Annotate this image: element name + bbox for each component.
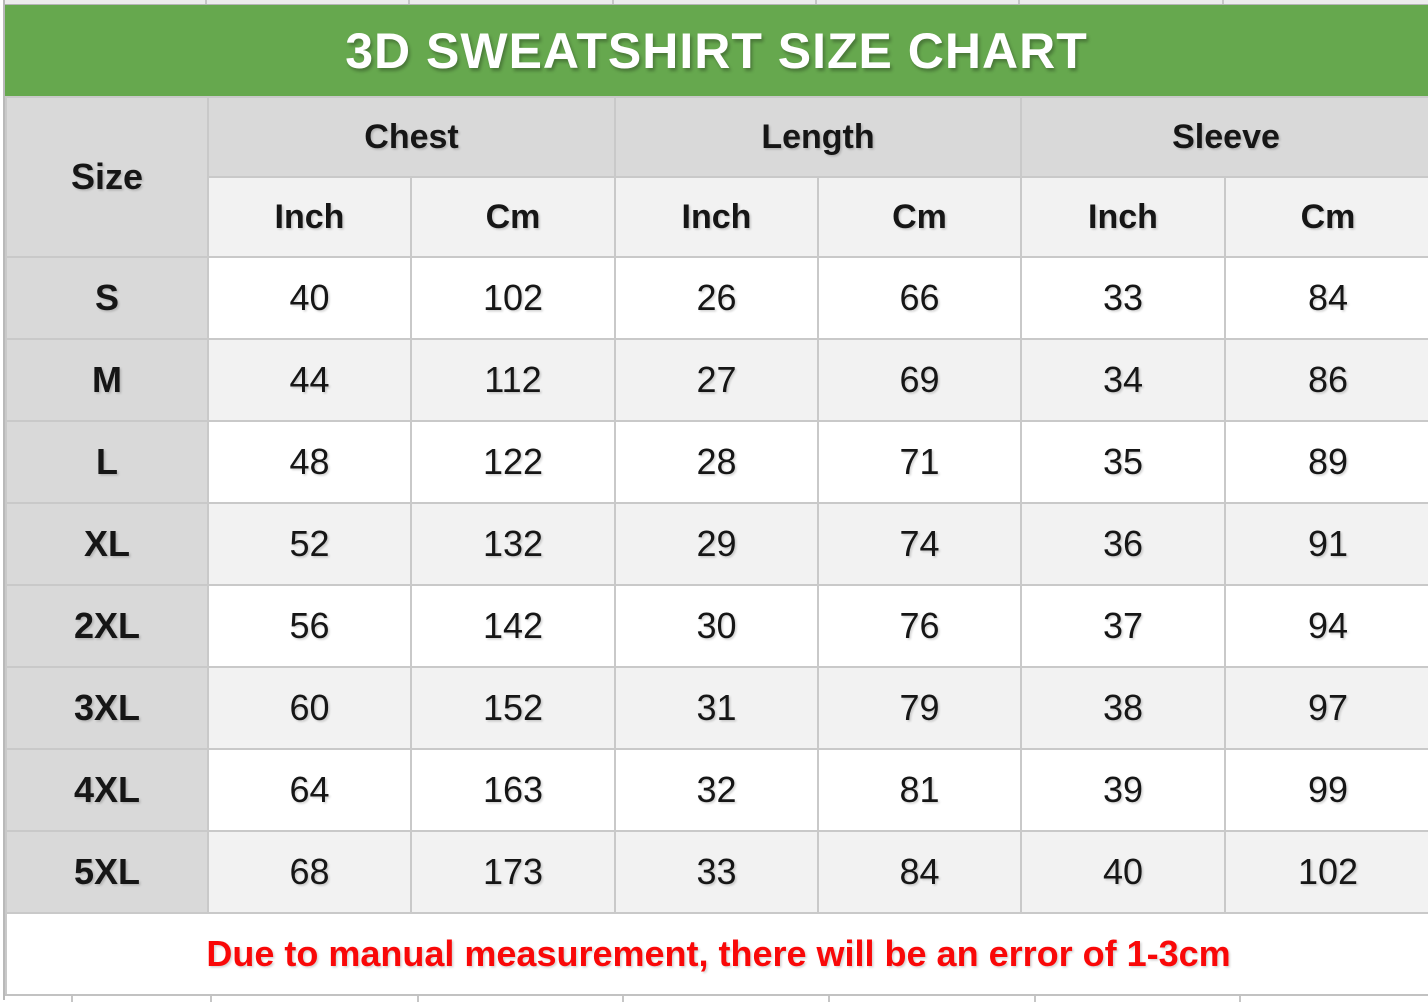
size-label: M — [6, 339, 208, 421]
data-cell: 38 — [1021, 667, 1225, 749]
bottom-cell-border — [828, 996, 830, 1002]
top-cell-sliver — [207, 0, 410, 4]
data-cell: 89 — [1225, 421, 1428, 503]
data-cell: 99 — [1225, 749, 1428, 831]
data-cell: 84 — [1225, 257, 1428, 339]
data-cell: 60 — [208, 667, 411, 749]
data-cell: 102 — [1225, 831, 1428, 913]
table-row-s — [6, 257, 1428, 339]
size-label: XL — [6, 503, 208, 585]
size-label: 2XL — [6, 585, 208, 667]
top-cell-sliver — [1020, 0, 1224, 4]
group-header-row — [6, 97, 1428, 177]
data-cell: 132 — [411, 503, 615, 585]
data-cell: 102 — [411, 257, 615, 339]
footnote-cell — [6, 913, 1428, 995]
top-cell-sliver — [817, 0, 1020, 4]
data-cell: 66 — [818, 257, 1021, 339]
data-cell: 86 — [1225, 339, 1428, 421]
data-cell: 142 — [411, 585, 615, 667]
data-cell: 40 — [1021, 831, 1225, 913]
table-row-m — [6, 339, 1428, 421]
length-cm-header: Cm — [818, 177, 1021, 257]
data-cell: 36 — [1021, 503, 1225, 585]
data-cell: 40 — [208, 257, 411, 339]
bottom-cell-border — [71, 996, 73, 1002]
data-cell: 74 — [818, 503, 1021, 585]
data-cell: 29 — [615, 503, 818, 585]
data-cell: 173 — [411, 831, 615, 913]
title-bar — [5, 5, 1428, 96]
table-row-4xl — [6, 749, 1428, 831]
data-cell: 26 — [615, 257, 818, 339]
data-cell: 39 — [1021, 749, 1225, 831]
table-row-2xl — [6, 585, 1428, 667]
size-label: L — [6, 421, 208, 503]
data-cell: 91 — [1225, 503, 1428, 585]
spreadsheet-sheet — [3, 0, 1428, 1000]
data-cell: 112 — [411, 339, 615, 421]
top-cell-sliver — [1224, 0, 1428, 4]
size-column-header: Size — [6, 97, 208, 257]
top-cell-sliver — [614, 0, 817, 4]
size-label: 3XL — [6, 667, 208, 749]
data-cell: 30 — [615, 585, 818, 667]
data-cell: 122 — [411, 421, 615, 503]
length-group-header: Length — [615, 97, 1021, 177]
sleeve-group-header: Sleeve — [1021, 97, 1428, 177]
top-cell-sliver — [5, 0, 207, 4]
data-cell: 84 — [818, 831, 1021, 913]
data-cell: 52 — [208, 503, 411, 585]
data-cell: 32 — [615, 749, 818, 831]
data-cell: 69 — [818, 339, 1021, 421]
chest-cm-header: Cm — [411, 177, 615, 257]
data-cell: 48 — [208, 421, 411, 503]
data-cell: 31 — [615, 667, 818, 749]
data-cell: 44 — [208, 339, 411, 421]
sleeve-cm-header: Cm — [1225, 177, 1428, 257]
chest-inch-header: Inch — [208, 177, 411, 257]
table-row-xl — [6, 503, 1428, 585]
data-cell: 81 — [818, 749, 1021, 831]
data-cell: 163 — [411, 749, 615, 831]
table-row-5xl — [6, 831, 1428, 913]
top-cell-sliver — [410, 0, 614, 4]
measurement-disclaimer: Due to manual measurement, there will be an error of 1-3cm — [206, 933, 1231, 974]
footnote-row — [6, 913, 1428, 995]
data-cell: 68 — [208, 831, 411, 913]
bottom-cell-border — [417, 996, 419, 1002]
data-cell: 97 — [1225, 667, 1428, 749]
chest-group-header: Chest — [208, 97, 615, 177]
data-cell: 28 — [615, 421, 818, 503]
data-cell: 33 — [1021, 257, 1225, 339]
cropped-bottom-cells-strip — [5, 996, 1428, 1002]
table-row-3xl — [6, 667, 1428, 749]
unit-header-row — [6, 177, 1428, 257]
data-cell: 152 — [411, 667, 615, 749]
data-cell: 64 — [208, 749, 411, 831]
data-cell: 37 — [1021, 585, 1225, 667]
data-cell: 56 — [208, 585, 411, 667]
size-label: S — [6, 257, 208, 339]
table-row-l — [6, 421, 1428, 503]
data-cell: 33 — [615, 831, 818, 913]
size-chart-table — [5, 96, 1428, 996]
bottom-cell-border — [210, 996, 212, 1002]
length-inch-header: Inch — [615, 177, 818, 257]
data-cell: 94 — [1225, 585, 1428, 667]
data-cell: 34 — [1021, 339, 1225, 421]
data-cell: 35 — [1021, 421, 1225, 503]
size-label: 5XL — [6, 831, 208, 913]
sleeve-inch-header: Inch — [1021, 177, 1225, 257]
bottom-cell-border — [622, 996, 624, 1002]
data-cell: 76 — [818, 585, 1021, 667]
data-cell: 71 — [818, 421, 1021, 503]
size-label: 4XL — [6, 749, 208, 831]
bottom-cell-border — [1239, 996, 1241, 1002]
chart-title: 3D SWEATSHIRT SIZE CHART — [345, 22, 1088, 79]
data-cell: 79 — [818, 667, 1021, 749]
data-cell: 27 — [615, 339, 818, 421]
bottom-cell-border — [1034, 996, 1036, 1002]
